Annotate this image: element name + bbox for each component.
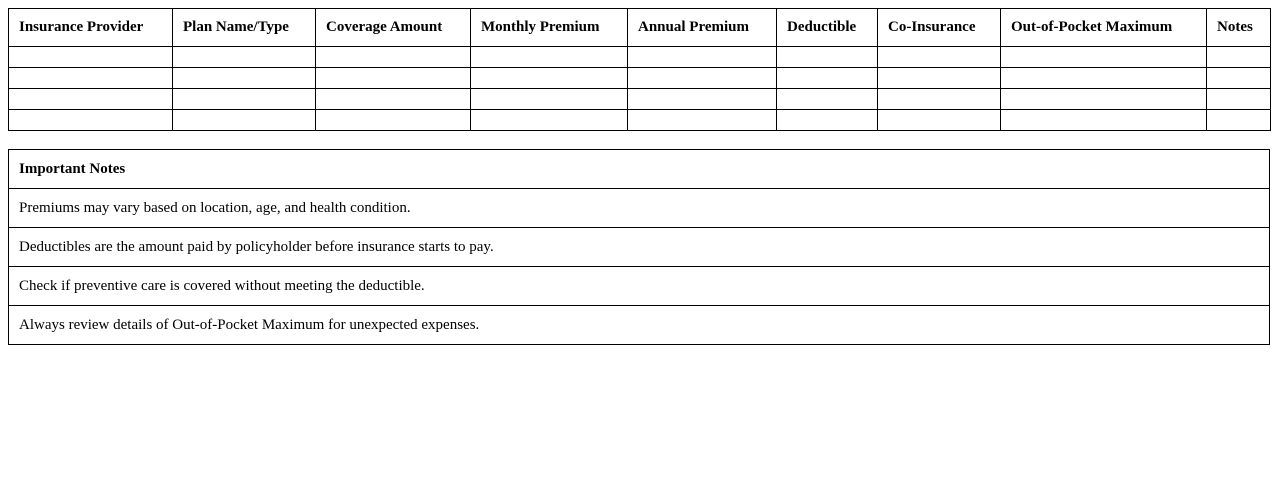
table-cell[interactable] [878, 110, 1001, 131]
header-insurance-provider: Insurance Provider [9, 9, 173, 47]
notes-heading: Important Notes [9, 150, 1270, 189]
table-cell[interactable] [1001, 110, 1207, 131]
header-out-of-pocket-maximum: Out-of-Pocket Maximum [1001, 9, 1207, 47]
table-cell[interactable] [173, 89, 316, 110]
table-cell[interactable] [628, 110, 777, 131]
table-cell[interactable] [173, 110, 316, 131]
table-cell[interactable] [1001, 89, 1207, 110]
table-cell[interactable] [316, 47, 471, 68]
note-item: Premiums may vary based on location, age, and health condition. [9, 189, 1270, 228]
table-cell[interactable] [9, 47, 173, 68]
table-cell[interactable] [628, 68, 777, 89]
header-deductible: Deductible [777, 9, 878, 47]
table-row [9, 89, 1271, 110]
note-item: Check if preventive care is covered without meeting the deductible. [9, 267, 1270, 306]
table-cell[interactable] [1001, 47, 1207, 68]
table-cell[interactable] [1207, 89, 1271, 110]
table-cell[interactable] [878, 89, 1001, 110]
table-cell[interactable] [471, 89, 628, 110]
table-cell[interactable] [1207, 47, 1271, 68]
table-cell[interactable] [316, 110, 471, 131]
note-row [9, 228, 1270, 267]
table-cell[interactable] [316, 89, 471, 110]
note-row [9, 306, 1270, 345]
table-cell[interactable] [471, 47, 628, 68]
note-row [9, 189, 1270, 228]
table-cell[interactable] [173, 47, 316, 68]
table-cell[interactable] [878, 68, 1001, 89]
header-coverage-amount: Coverage Amount [316, 9, 471, 47]
note-row [9, 267, 1270, 306]
table-cell[interactable] [1001, 68, 1207, 89]
note-item: Always review details of Out-of-Pocket Maximum for unexpected expenses. [9, 306, 1270, 345]
table-cell[interactable] [777, 47, 878, 68]
table-row [9, 68, 1271, 89]
header-monthly-premium: Monthly Premium [471, 9, 628, 47]
table-cell[interactable] [777, 110, 878, 131]
table-cell[interactable] [628, 89, 777, 110]
note-item: Deductibles are the amount paid by policyholder before insurance starts to pay. [9, 228, 1270, 267]
table-cell[interactable] [878, 47, 1001, 68]
header-co-insurance: Co-Insurance [878, 9, 1001, 47]
table-cell[interactable] [9, 68, 173, 89]
header-notes: Notes [1207, 9, 1271, 47]
table-cell[interactable] [173, 68, 316, 89]
table-header-row [9, 9, 1271, 47]
important-notes-table [8, 149, 1270, 345]
table-cell[interactable] [1207, 68, 1271, 89]
table-cell[interactable] [777, 89, 878, 110]
table-cell[interactable] [316, 68, 471, 89]
table-cell[interactable] [777, 68, 878, 89]
table-cell[interactable] [471, 110, 628, 131]
table-cell[interactable] [628, 47, 777, 68]
header-annual-premium: Annual Premium [628, 9, 777, 47]
insurance-comparison-table [8, 8, 1271, 131]
table-cell[interactable] [1207, 110, 1271, 131]
table-cell[interactable] [9, 110, 173, 131]
table-row [9, 47, 1271, 68]
table-row [9, 110, 1271, 131]
notes-header-row [9, 150, 1270, 189]
header-plan-name-type: Plan Name/Type [173, 9, 316, 47]
table-cell[interactable] [471, 68, 628, 89]
table-cell[interactable] [9, 89, 173, 110]
page-content [8, 8, 1270, 345]
